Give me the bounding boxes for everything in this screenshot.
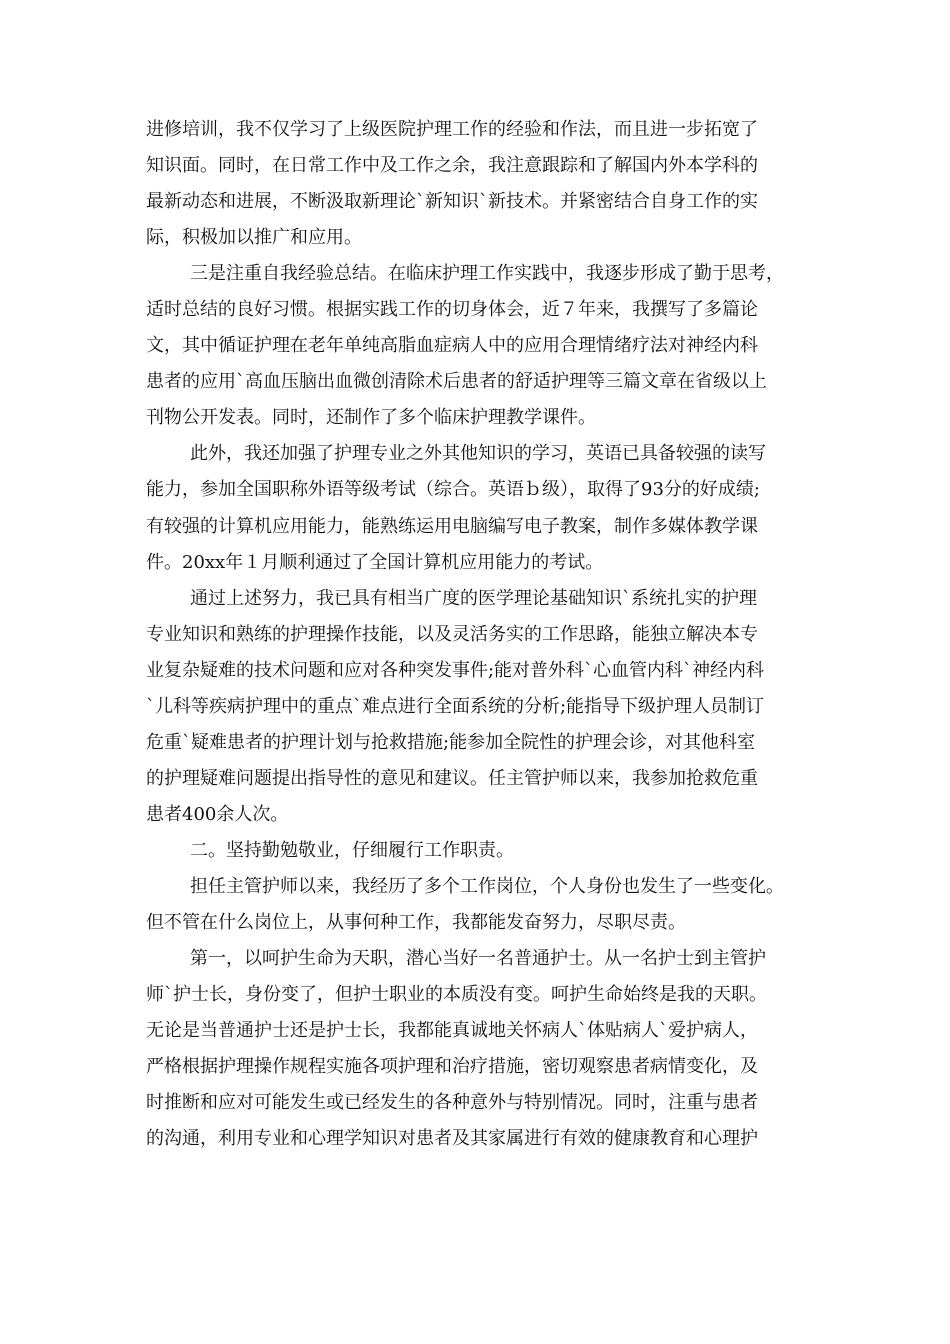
text-line: 文，其中循证护理在老年单纯高脂血症病人中的应用合理情绪疗法对神经内科 (146, 335, 758, 357)
text-line: `儿科等疾病护理中的重点`难点进行全面系统的分析;能指导下级护理人员制订 (146, 695, 765, 717)
text-line: 适时总结的良好习惯。根据实践工作的切身体会，近７年来，我撰写了多篇论 (146, 299, 758, 321)
text-line: 的护理疑难问题提出指导性的意见和建议。任主管护师以来，我参加抢救危重 (146, 767, 758, 789)
text-line: 有较强的计算机应用能力，能熟练运用电脑编写电子教案，制作多媒体教学课 (146, 515, 758, 537)
paragraph-first-line: 第一，以呵护生命为天职，潜心当好一名普通护士。从一名护士到主管护 (190, 948, 766, 970)
paragraph-first-line: 担任主管护师以来，我经历了多个工作岗位，个人身份也发生了一些变化。 (190, 875, 784, 897)
text-line: 刊物公开发表。同时，还制作了多个临床护理教学课件。 (146, 407, 596, 429)
text-line: 患者的应用`高血压脑出血微创清除术后患者的舒适护理等三篇文章在省级以上 (146, 371, 767, 393)
text-line: 专业知识和熟练的护理操作技能，以及灵活务实的工作思路，能独立解决本专 (146, 623, 758, 645)
paragraph-first-line: 此外，我还加强了护理专业之外其他知识的学习，英语已具备较强的读写 (190, 443, 766, 465)
text-line: 无论是当普通护士还是护士长，我都能真诚地关怀病人`体贴病人`爱护病人， (146, 1020, 758, 1042)
text-line: 时推断和应对可能发生或已经发生的各种意外与特别情况。同时，注重与患者 (146, 1092, 758, 1114)
text-line: 际，积极加以推广和应用。 (146, 227, 362, 249)
text-line: 但不管在什么岗位上，从事何种工作，我都能发奋努力，尽职尽责。 (146, 912, 686, 934)
text-line: 知识面。同时，在日常工作中及工作之余，我注意跟踪和了解国内外本学科的 (146, 155, 758, 177)
body-text (146, 112, 836, 1157)
text-line: 师`护士长，身份变了，但护士职业的本质没有变。呵护生命始终是我的天职。 (146, 984, 767, 1006)
text-line: 最新动态和进展，不断汲取新理论`新知识`新技术。并紧密结合自身工作的实 (146, 191, 758, 213)
text-line: 的沟通，利用专业和心理学知识对患者及其家属进行有效的健康教育和心理护 (146, 1128, 758, 1150)
text-line: 进修培训，我不仅学习了上级医院护理工作的经验和作法，而且进一步拓宽了 (146, 119, 758, 140)
text-line: 严格根据护理操作规程实施各项护理和治疗措施，密切观察患者病情变化，及 (146, 1056, 758, 1078)
text-line: 患者400余人次。 (146, 803, 289, 825)
text-line: 件。20xx年１月顺利通过了全国计算机应用能力的考试。 (146, 551, 604, 573)
text-line: 能力，参加全国职称外语等级考试（综合。英语ｂ级），取得了93分的好成绩; (146, 479, 760, 501)
paragraph-first-line: 通过上述努力，我已具有相当广度的医学理论基础知识`系统扎实的护理 (190, 587, 757, 609)
text-line: 危重`疑难患者的护理计划与抢救措施;能参加全院性的护理会诊，对其他科室 (146, 731, 756, 753)
paragraph-first-line: 二。坚持勤勉敬业，仔细履行工作职责。 (190, 839, 514, 861)
text-line: 业复杂疑难的技术问题和应对各种突发事件;能对普外科`心血管内科`神经内科 (146, 659, 765, 681)
paragraph-first-line: 三是注重自我经验总结。在临床护理工作实践中，我逐步形成了勤于思考， (190, 263, 784, 285)
